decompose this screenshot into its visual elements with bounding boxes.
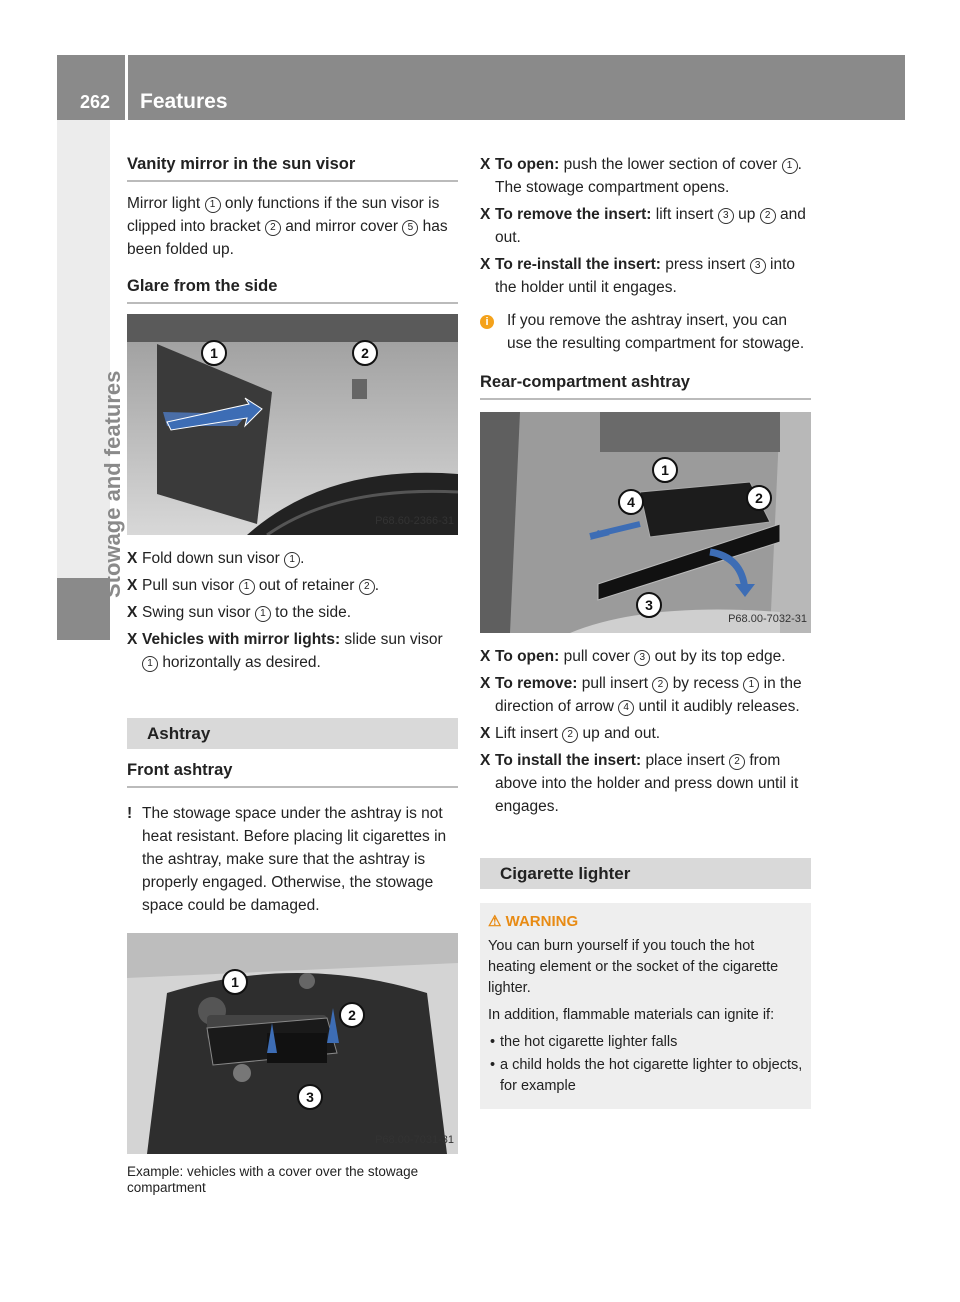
ashtray-section: Ashtray — [127, 718, 458, 749]
photo-code: P68.00-7031-31 — [375, 1133, 454, 1146]
step-rear-remove: X To remove: pull insert 2 by recess 1 in the direction of arrow 4 until it audibly releases. — [480, 674, 802, 715]
callout-1-icon: 1 — [205, 197, 221, 213]
vanity-heading: Vanity mirror in the sun visor — [127, 153, 458, 182]
photo-code: P68.00-7032-31 — [728, 612, 807, 625]
callout-1: 1 — [222, 969, 248, 995]
sun-visor-steps — [127, 547, 458, 674]
header-divider — [125, 55, 128, 120]
sun-visor-illustration — [127, 314, 458, 535]
photo-code: P68.60-2366-31 — [375, 515, 454, 527]
step-pull: X Pull sun visor 1 out of retainer 2 . — [127, 577, 380, 594]
rear-ashtray-photo — [480, 412, 811, 633]
caution-note: ! The stowage space under the ashtray is not heat resistant. Before placing lit cigarettes in the ashtray, make sure that the ashtray is properly engaged. Otherwise, the stowage space could be damaged. — [127, 802, 458, 917]
callout-2-icon: 2 — [265, 220, 281, 236]
callout-1: 1 — [201, 340, 227, 366]
warning-bullet: • the hot cigarette lighter falls — [488, 1032, 803, 1053]
rear-ashtray-heading: Rear-compartment ashtray — [480, 371, 811, 400]
info-note: i If you remove the ashtray insert, you can use the resulting compartment for stowage. — [480, 309, 811, 355]
header-title: Features — [140, 90, 228, 113]
step-open-front: X To open: push the lower section of cover 1 . The stowage compartment opens. — [480, 156, 802, 196]
cigarette-lighter-section: Cigarette lighter — [480, 858, 811, 889]
step-rear-lift: X Lift insert 2 up and out. — [480, 724, 661, 742]
warning-text-1: You can burn yourself if you touch the hot heating element or the socket of the cigarette lighter. — [488, 937, 779, 996]
right-column — [480, 153, 811, 1109]
callout-5-icon: 5 — [402, 220, 418, 236]
left-column — [127, 153, 458, 1196]
callout-3: 3 — [636, 592, 662, 618]
warning-box — [480, 903, 811, 1109]
warning-title: ⚠ WARNING — [488, 912, 579, 930]
warning-bullet: • a child holds the hot cigarette lighter to objects, for example — [488, 1055, 803, 1097]
callout-2: 2 — [746, 485, 772, 511]
step-mirror-lights: X Vehicles with mirror lights: slide sun visor 1 horizontally as desired. — [127, 631, 443, 671]
callout-4: 4 — [618, 489, 644, 515]
callout-3: 3 — [297, 1084, 323, 1110]
photo-caption: Example: vehicles with a cover over the stowage compartment — [127, 1163, 419, 1195]
front-ashtray-heading: Front ashtray — [127, 759, 458, 788]
step-rear-open: X To open: pull cover 3 out by its top edge. — [480, 647, 786, 665]
info-icon: i — [480, 315, 494, 329]
warning-text-2: In addition, flammable materials can ignite if: — [488, 1006, 775, 1023]
warning-icon: ⚠ — [488, 912, 502, 930]
vanity-text: Mirror light 1 only functions if the sun visor is clipped into bracket 2 and mirror cover 5 has been folded up. — [127, 195, 448, 258]
glare-heading: Glare from the side — [127, 275, 458, 304]
step-rear-install: X To install the insert: place insert 2 from above into the holder and press down until it engages. — [480, 751, 799, 815]
step-swing: X Swing sun visor 1 to the side. — [127, 604, 351, 621]
rear-ashtray-steps — [480, 645, 811, 818]
front-ashtray-illustration — [127, 933, 458, 1154]
sun-visor-photo — [127, 314, 458, 535]
page-number: 262 — [80, 92, 111, 112]
caution-icon: ! — [127, 805, 133, 822]
step-fold-down: X Fold down sun visor 1 . — [127, 550, 305, 567]
front-ashtray-photo — [127, 933, 458, 1154]
callout-2: 2 — [352, 340, 378, 366]
side-tab-label: Stowage and features — [100, 370, 125, 598]
callout-2: 2 — [339, 1002, 365, 1028]
step-remove-insert: X To remove the insert: lift insert 3 up 2 and out. — [480, 206, 806, 246]
callout-1: 1 — [652, 457, 678, 483]
step-reinstall-insert: X To re-install the insert: press insert 3 into the holder until it engages. — [480, 256, 795, 296]
